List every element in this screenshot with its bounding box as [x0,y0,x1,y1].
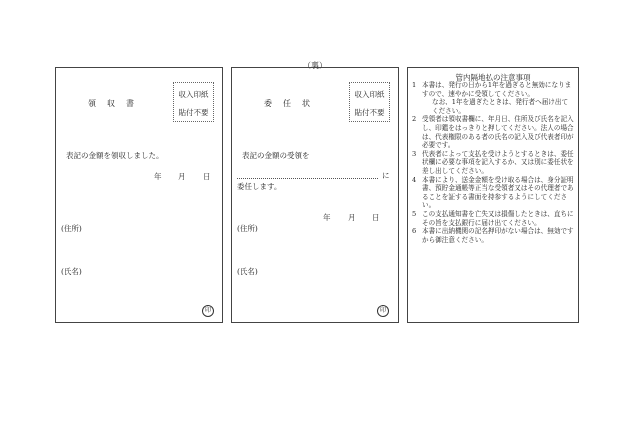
notice-item [412,150,574,176]
proxy-name-label: (氏名) [237,267,258,276]
notice-item-number: 3 [412,149,417,158]
notice-item-text: この支払通知書を亡失又は損傷したときは、直ちにその旨を支払銀行に届け出てください。 [422,209,574,227]
notice-title: 管内隔地払の注意事項 [455,73,531,82]
proxy-date-day: 日 [372,213,380,222]
receipt-address-label: (住所) [61,224,82,233]
receipt-date-day: 日 [203,172,211,181]
notice-panel [407,67,579,323]
stamp-label-line2: 貼付不要 [354,108,385,117]
notice-item-number: 1 [412,81,417,89]
proxy-statement-particle: に [382,171,390,180]
proxy-revenue-stamp-box [349,82,390,122]
notice-list [412,81,574,244]
notice-item [412,98,574,115]
proxy-seal-mark: 印 [377,305,389,317]
stamp-label-line2: 貼付不要 [178,108,209,117]
notice-item [412,176,574,210]
receipt-seal-mark: 印 [202,305,214,317]
notice-item [412,115,574,149]
receipt-panel [55,67,223,323]
receipt-name-label: (氏名) [61,267,82,276]
notice-item-text: 代表者によって支払を受けようとするときは、委任状欄に必要な事項を記入するか、又は別に委任状を差し出してください。 [422,149,574,175]
notice-item-number: 4 [412,175,417,184]
receipt-revenue-stamp-box [173,82,214,122]
notice-item [412,210,574,227]
receipt-title: 領収書 [88,99,145,108]
notice-item-number: 6 [412,227,417,236]
proxy-statement: 表記の金額の受領を [242,151,310,160]
page-side-label: （裏） [303,61,327,70]
proxy-delegate-line [237,178,378,179]
notice-item-text: 受領者は領収書欄に、年月日、住所及び氏名を記入し、印鑑をはっきりと押してください。法人の場合は、代表権限のある者の氏名の記入及び代表者印が必要です。 [422,115,574,150]
notice-item [412,81,574,98]
notice-item-number: 2 [412,115,417,124]
notice-item [412,227,574,244]
stamp-label-line1: 収入印紙 [178,90,209,99]
proxy-date-month: 月 [348,213,356,222]
notice-item-number: 5 [412,209,417,218]
receipt-date-year: 年 [154,172,162,181]
notice-item-text: 本書に出納機関の記名押印がない場合は、無効ですから御注意ください。 [422,227,574,244]
notice-item-text: なお、1年を過ぎたときは、発行者へ届け出てください。 [432,98,569,115]
proxy-address-label: (住所) [237,224,258,233]
proxy-date-year: 年 [323,213,331,222]
receipt-statement: 表記の金額を領収しました。 [66,151,164,160]
notice-item-text: 本書は、発行の日から1年を過ぎると無効になりますので、速やかに受領してください。 [422,81,572,98]
proxy-panel [231,67,399,323]
proxy-statement-end: 委任します。 [237,182,282,191]
receipt-date-month: 月 [178,172,186,181]
stamp-label-line1: 収入印紙 [354,90,385,99]
notice-item-text: 本書により、送金金額を受け取る場合は、身分証明書、預貯金通帳等正当な受領者又はその代理者であることを証する書面を持参するようにしてください。 [422,175,574,210]
proxy-title: 委任状 [264,99,321,108]
notice-item-number [412,98,422,115]
